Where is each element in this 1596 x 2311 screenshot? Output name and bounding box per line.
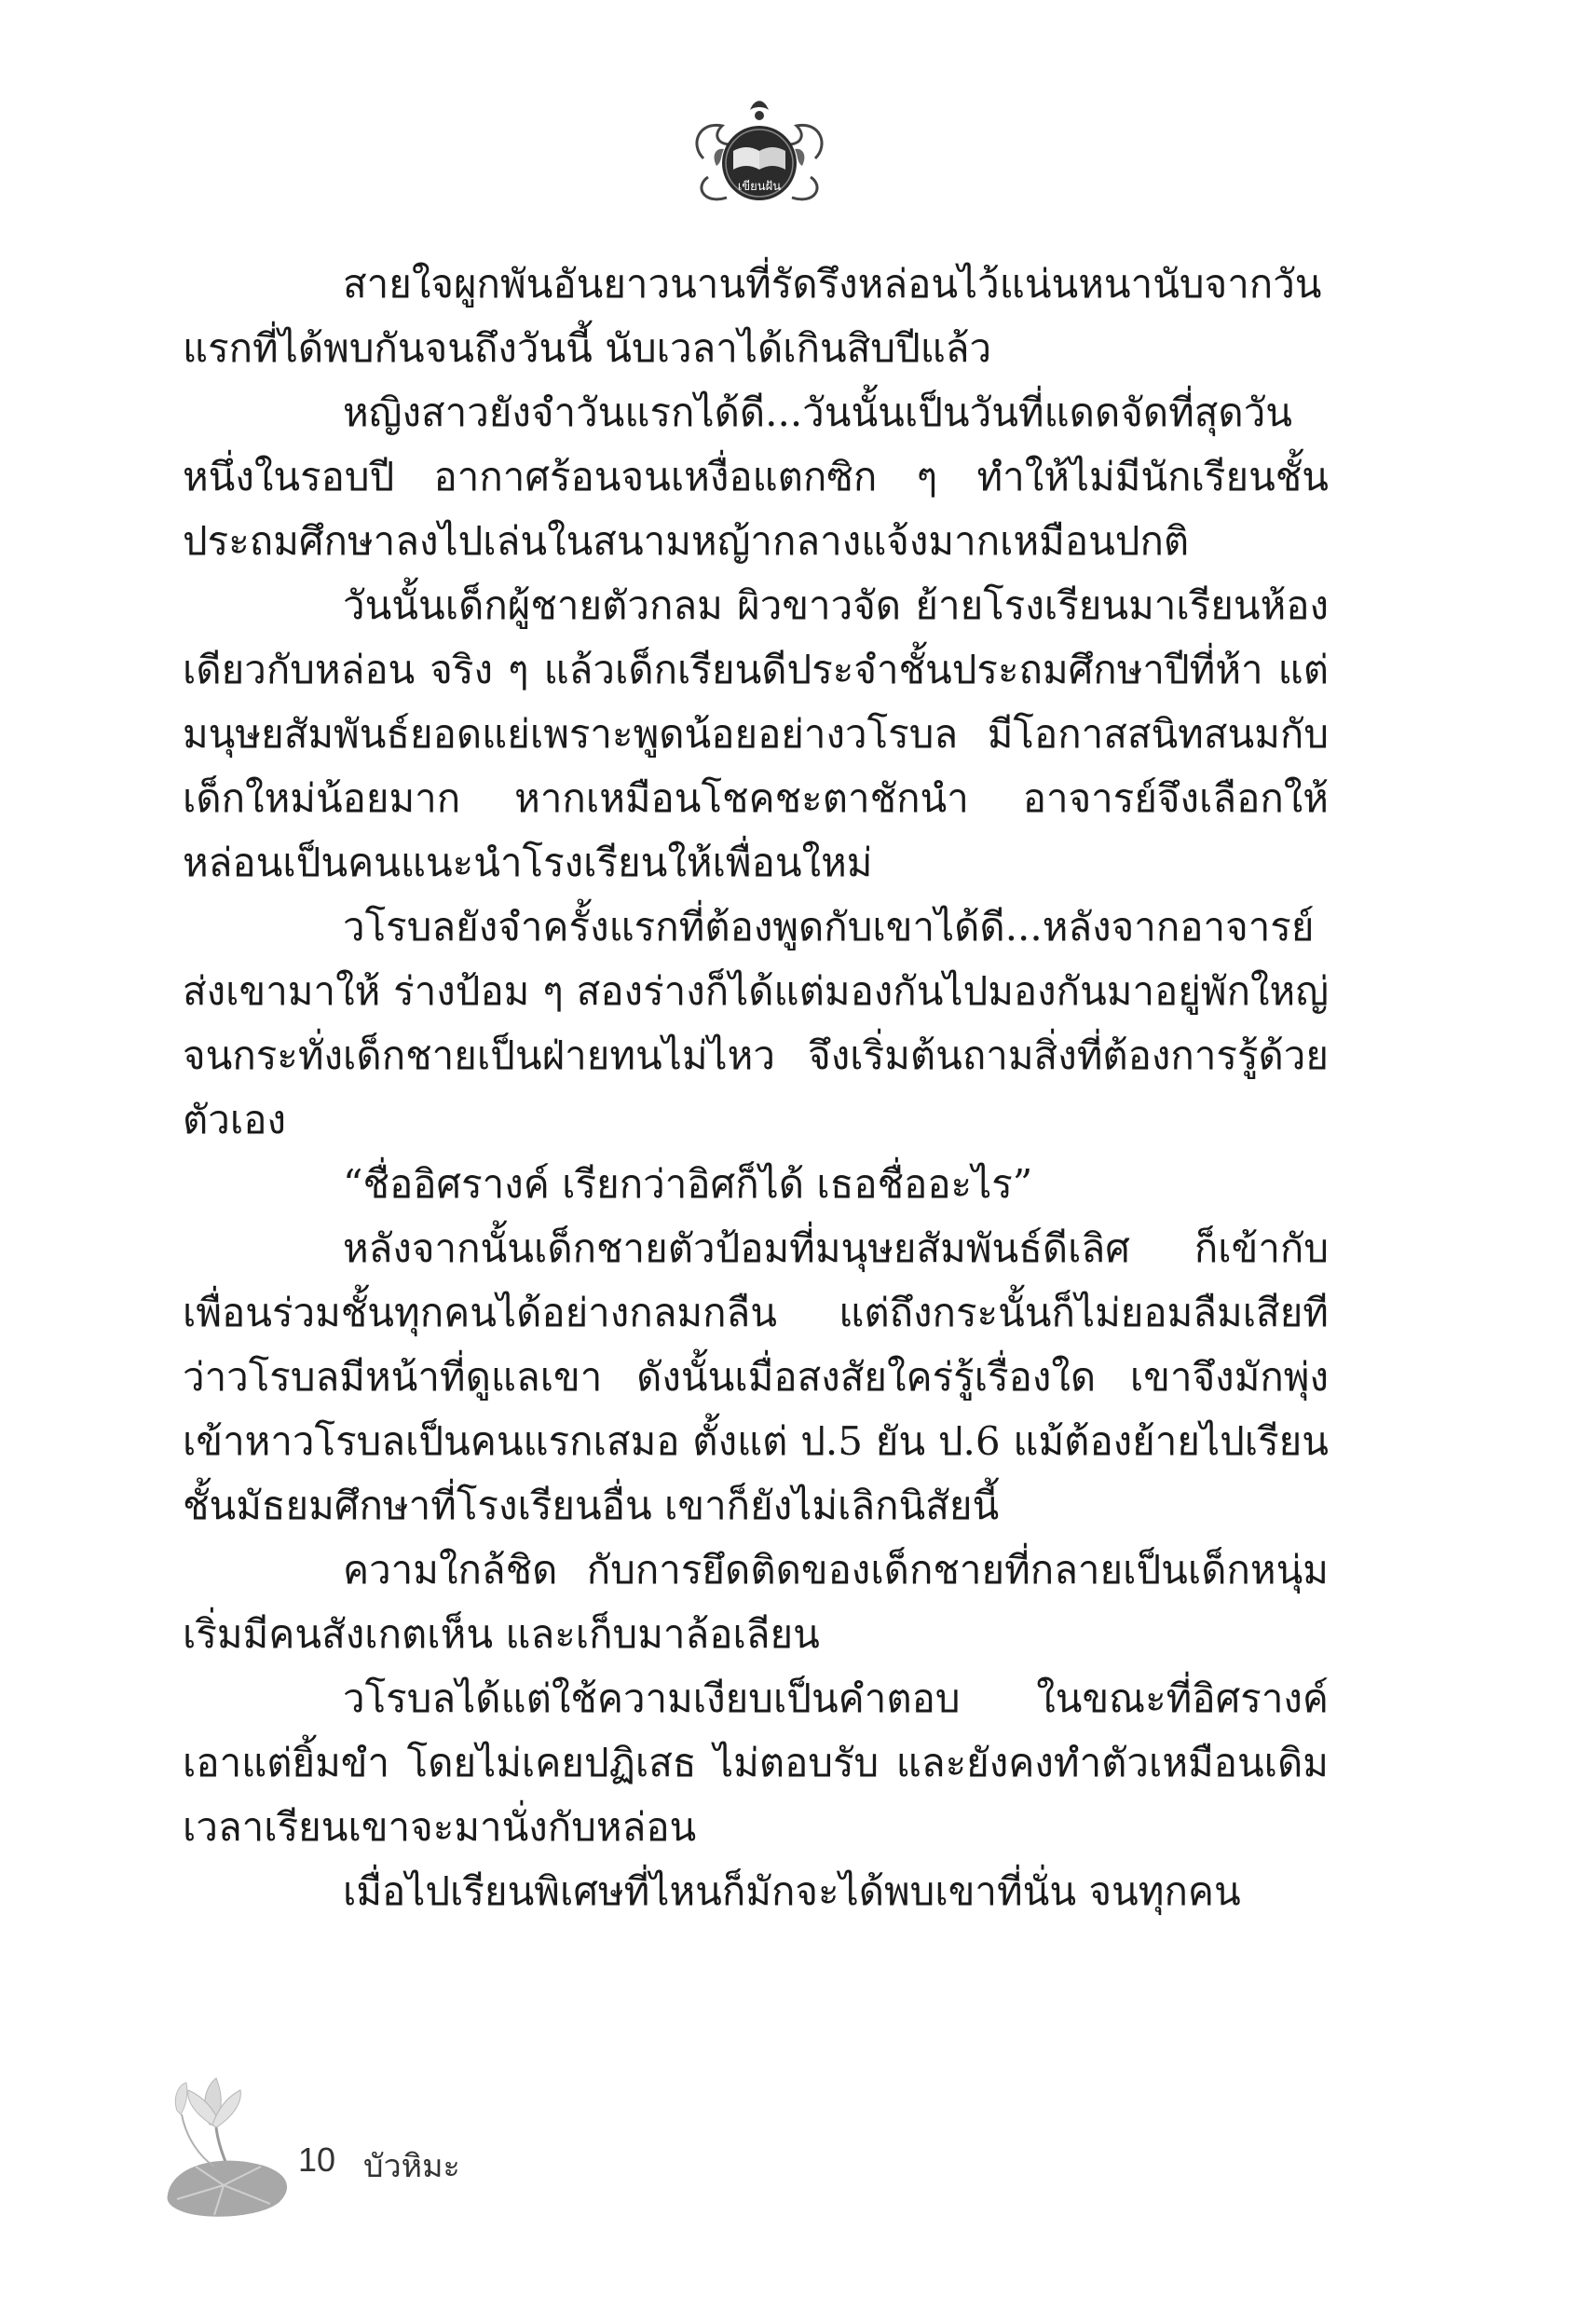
paragraph: หญิงสาวยังจำวันแรกได้ดี...วันนั้นเป็นวันที่แดดจัดที่สุดวันหนึ่งในรอบปี อากาศร้อนจนเหงื่อแตกซิก ๆ ทำให้ไม่มีนักเรียนชั้นประถมศึกษาลงไปเล่นในสนามหญ้ากลางแจ้งมากเหมือนปกติ xyxy=(183,390,1329,564)
ornate-book-emblem-icon xyxy=(685,93,834,214)
header-emblem xyxy=(685,93,834,214)
page-footer xyxy=(158,2073,717,2222)
body-text xyxy=(183,252,1329,1923)
paragraph: เมื่อไปเรียนพิเศษที่ไหนก็มักจะได้พบเขาที่นั่น จนทุกคน xyxy=(343,1868,1241,1914)
paragraph: วันนั้นเด็กผู้ชายตัวกลม ผิวขาวจัด ย้ายโรงเรียนมาเรียนห้องเดียวกับหล่อน จริง ๆ แล้วเด็กเรียนดีประจำชั้นประถมศึกษาปีที่ห้า แต่มนุษยสัมพันธ์ยอดแย่เพราะพูดน้อยอย่างวโรบล มีโอกาสสนิทสนมกับเด็กใหม่น้อยมาก หากเหมือนโชคชะตาชักนำ อาจารย์จึงเลือกให้หล่อนเป็นคนแนะนำโรงเรียนให้เพื่อนใหม่ xyxy=(183,582,1329,885)
logo-text: เขียนฝัน xyxy=(737,180,782,194)
page-number: 10 xyxy=(298,2140,336,2179)
lotus-leaf-icon xyxy=(158,2073,298,2222)
paragraph: วโรบลได้แต่ใช้ความเงียบเป็นคำตอบ ในขณะที่อิศรางค์เอาแต่ยิ้มขำ โดยไม่เคยปฏิเสธ ไม่ตอบรับ และยังคงทำตัวเหมือนเดิมเวลาเรียนเขาจะมานั่งกับหล่อน xyxy=(183,1675,1329,1850)
book-title: บัวหิมะ xyxy=(363,2148,460,2185)
paragraph: วโรบลยังจำครั้งแรกที่ต้องพูดกับเขาได้ดี...หลังจากอาจารย์ส่งเขามาให้ ร่างป้อม ๆ สองร่างก็ได้แต่มองกันไปมองกันมาอยู่พักใหญ่จนกระทั่งเด็กชายเป็นฝ่ายทนไม่ไหว จึงเริ่มต้นถามสิ่งที่ต้องการรู้ด้วยตัวเอง xyxy=(183,904,1329,1142)
paragraph-dialogue: “ชื่ออิศรางค์ เรียกว่าอิศก็ได้ เธอชื่ออะไร” xyxy=(343,1161,1033,1207)
paragraph: หลังจากนั้นเด็กชายตัวป้อมที่มนุษยสัมพันธ์ดีเลิศ ก็เข้ากับเพื่อนร่วมชั้นทุกคนได้อย่างกลมกลืน แต่ถึงกระนั้นก็ไม่ยอมลืมเสียทีว่าวโรบลมีหน้าที่ดูแลเขา ดังนั้นเมื่อสงสัยใคร่รู้เรื่องใด เขาจึงมักพุ่งเข้าหาวโรบลเป็นคนแรกเสมอ ตั้งแต่ ป.5 ยัน ป.6 แม้ต้องย้ายไปเรียนชั้นมัธยมศึกษาที่โรงเรียนอื่น เขาก็ยังไม่เลิกนิสัยนี้ xyxy=(183,1225,1329,1528)
paragraph: ความใกล้ชิด กับการยึดติดของเด็กชายที่กลายเป็นเด็กหนุ่มเริ่มมีคนสังเกตเห็น และเก็บมาล้อเลียน xyxy=(183,1547,1329,1657)
paragraph: สายใจผูกพันอันยาวนานที่รัดรึงหล่อนไว้แน่นหนานับจากวันแรกที่ได้พบกันจนถึงวันนี้ นับเวลาได้เกินสิบปีแล้ว xyxy=(183,261,1322,371)
